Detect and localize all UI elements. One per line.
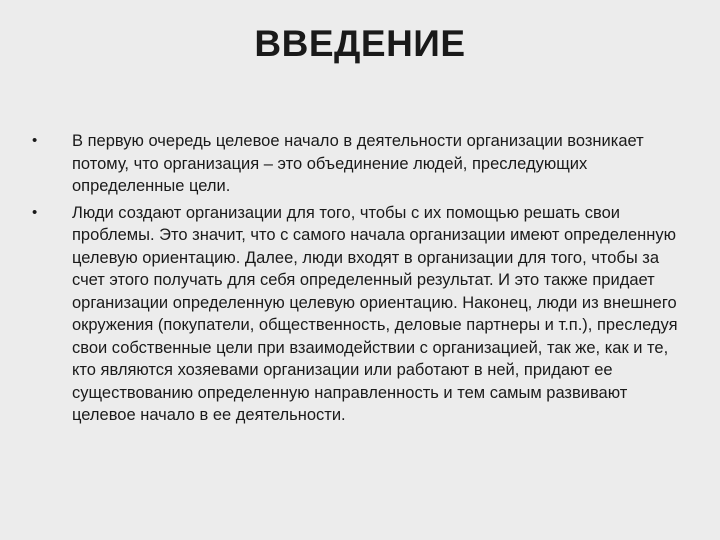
slide-title: ВВЕДЕНИЕ	[254, 23, 466, 64]
bullet-item-2	[28, 202, 692, 427]
bullet-list	[28, 130, 692, 431]
bullet-item-1	[28, 130, 692, 198]
bullet-marker: •	[32, 132, 38, 149]
bullet-text: Люди создают организации для того, чтобы с их помощью решать свои проблемы. Это значит, что с самого начала организации имеют определенную целевую ориентацию. Далее, люди входят в организации для того, чтобы за счет этого получать для себя определенный результат. И это также придает организации определенную целевую ориентацию. Наконец, люди из внешнего окружения (покупатели, общественность, деловые партнеры и т.п.), преследуя свои собственные цели при взаимодействии с организацией, так же, как и те, кто являются хозяевами организации или работают в ней, придают ее существованию определенную направленность и тем самым развивают целевое начало в ее деятельности.	[72, 203, 678, 424]
bullet-marker: •	[32, 203, 38, 221]
bullet-text: В первую очередь целевое начало в деятельности организации возникает потому, что организация – это объединение людей, преследующих определенные цели.	[72, 132, 644, 195]
